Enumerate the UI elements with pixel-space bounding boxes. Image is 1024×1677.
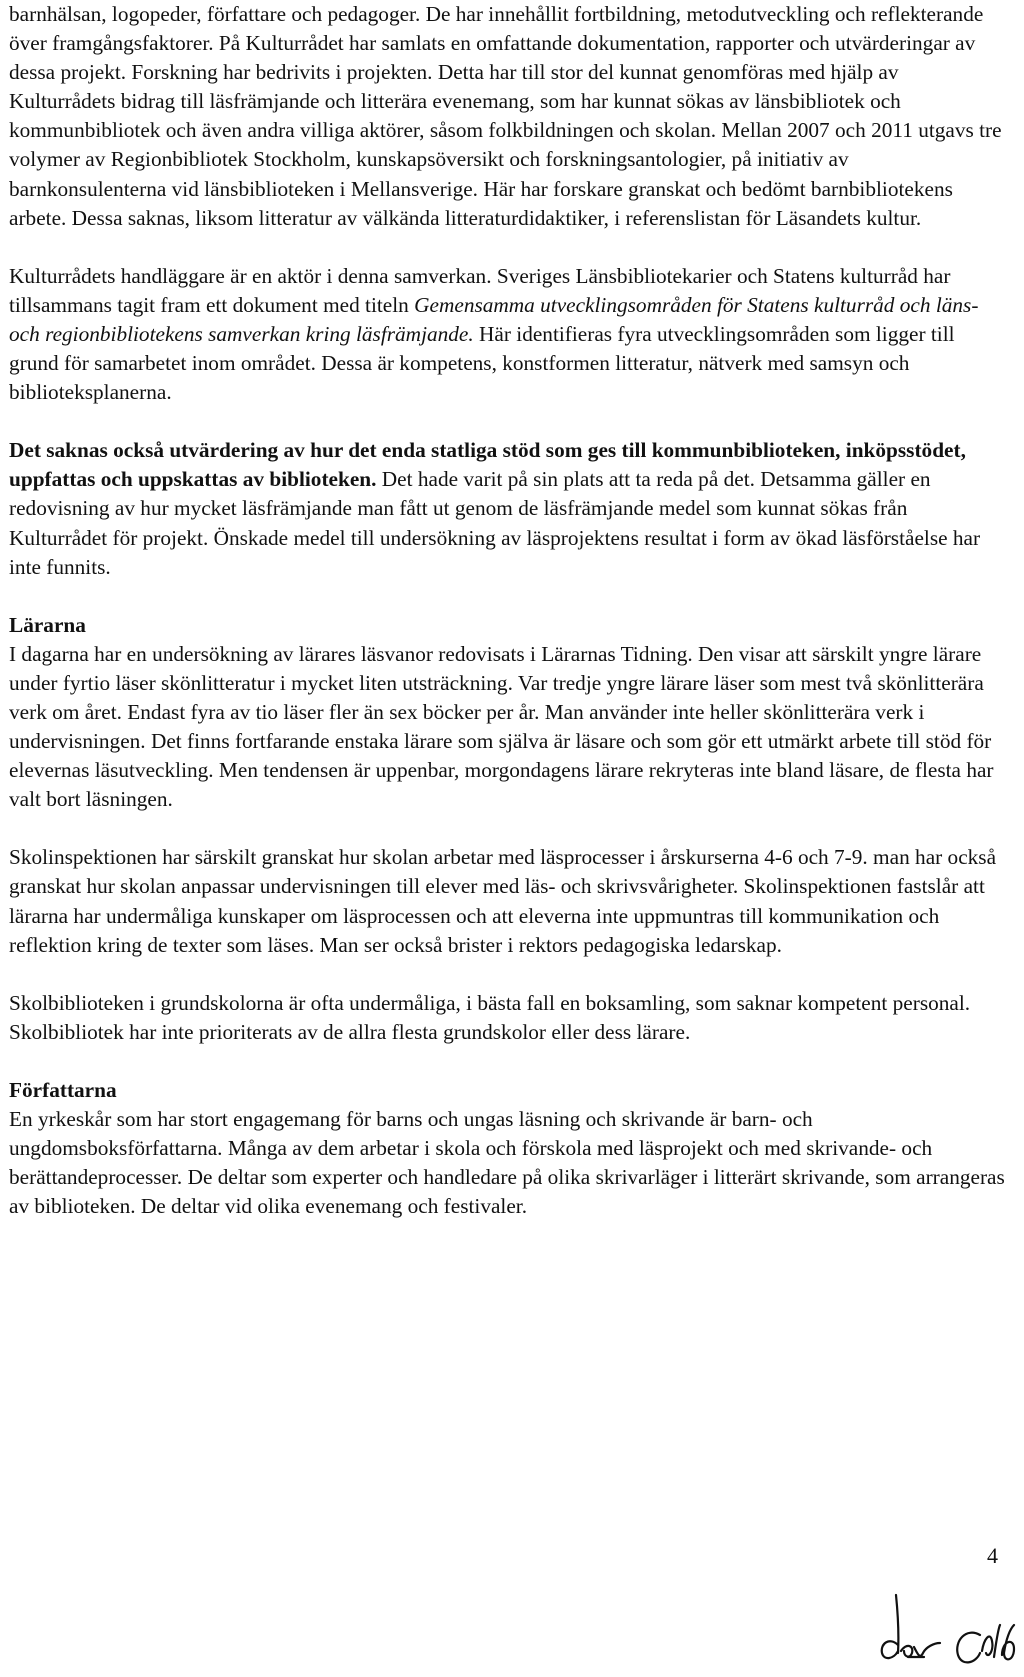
paragraph-kulturradet-text-end: Här identifieras fyra utvecklingsområden som ligger till grund för samarbetet inom området. Dessa är kompetens, konstformen litteratur, nätverk med samsyn och biblioteksplanerna.: [9, 321, 955, 405]
paragraph-intro-text: barnhälsan, logopeder, författare och pedagoger. De har innehållit fortbildning, metodutveckling och reflekterande över framgångsfaktorer. På Kulturrådet har samlats en omfattande dokumentation, rapporter och utvärderingar av dessa projekt. Forskning har bedrivits i projekten. Detta har till stor del kunnat genomföras med hjälp av Kulturrådets bidrag till läsfrämjande och litterära evenemang, som har kunnat sökas av länsbibliotek och kommunbibliotek och även andra villiga aktörer, såsom folkbildningen och skolan. Mellan 2007 och 2011 utgavs tre volymer av Regionbibliotek Stockholm, kunskapsöversikt och forskningsantologier, på initiativ av barnkonsulenterna vid länsbiblioteken i Mellansverige. Här har forskare granskat och bedömt barnbibliotekens arbete. Dessa saknas, liksom litteratur av välkända litteraturdidaktiker, i referenslistan för Läsandets kultur.: [9, 2, 1002, 230]
paragraph-utvardering: [9, 436, 1009, 581]
page-number: 4: [987, 1543, 998, 1568]
paragraph-forfattarna: [9, 1105, 1009, 1221]
paragraph-forfattarna-text: En yrkeskår som har stort engagemang för barns och ungas läsning och skrivande är barn- och ungdomsboksförfattarna. Många av dem arbetar i skola och förskola med läsprojekt och med skrivande- och berättandeprocesser. De deltar som experter och handledare på olika skrivarläger i litterärt skrivande, som arrangeras av biblioteken. De deltar vid olika evenemang och festivaler.: [9, 1107, 1005, 1219]
document-page: [9, 0, 1009, 1250]
handwritten-initials: [868, 1585, 1018, 1670]
paragraph-skolinspektionen-text: Skolinspektionen har särskilt granskat hur skolan arbetar med läsprocesser i årskurserna 4-6 och 7-9. man har också granskat hur skolan anpassar undervisningen till elever med läs- och skrivsvårigheter. Skolinspektionen fastslår att lärarna har undermåliga kunskaper om läsprocessen och att eleverna inte uppmuntras till kommunikation och reflektion kring de texter som läses. Man ser också brister i rektors pedagogiska ledarskap.: [9, 845, 997, 957]
paragraph-intro: [9, 0, 1009, 233]
paragraph-utvardering-text: Det hade varit på sin plats att ta reda på det. Detsamma gäller en redovisning av hur mycket läsfrämjande man fått ut genom de läsfrämjande medel som kunnat sökas från Kulturrådet för projekt. Önskade medel till undersökning av läsprojektens resultat i form av ökad läsförståelse har inte funnits.: [9, 467, 981, 579]
paragraph-kulturradet-text-start: Kulturrådets handläggare är en aktör i denna samverkan. Sveriges Länsbibliotekarier och Statens kulturråd har tillsammans tagit fram ett dokument med titeln: [9, 263, 951, 317]
paragraph-utvardering-bold: Det saknas också utvärdering av hur det enda statliga stöd som ges till kommunbiblioteken, inköpsstödet, uppfattas och uppskattas av biblioteken.: [9, 438, 966, 492]
paragraph-lararna-text: I dagarna har en undersökning av lärares läsvanor redovisats i Lärarnas Tidning. Den visar att särskilt yngre lärare under fyrtio läser skönlitteratur i mycket liten utsträckning. Var tredje yngre lärare läser som mest två skönlitterära verk om året. Endast fyra av tio läser fler än sex böcker per år. Man använder inte heller skönlitterära verk i undervisningen. Det finns fortfarande enstaka lärare som själva är läsare och som gör ett utmärkt arbete till stöd för elevernas läsutveckling. Men tendensen är uppenbar, morgondagens lärare rekryteras inte bland läsare, de flesta har valt bort läsningen.: [9, 641, 994, 812]
paragraph-skolbibliotek: [9, 989, 1009, 1047]
document-title-italic: Gemensamma utvecklingsområden för Statens kulturråd och läns- och regionbibliotekens samverkan kring läsfrämjande.: [9, 292, 979, 346]
section-heading-forfattarna: Författarna: [9, 1077, 117, 1102]
section-heading-lararna: Lärarna: [9, 612, 86, 637]
paragraph-skolbibliotek-text: Skolbiblioteken i grundskolorna är ofta undermåliga, i bästa fall en boksamling, som saknar kompetent personal. Skolbibliotek har inte prioriterats av de allra flesta grundskolor eller dess lärare.: [9, 990, 971, 1044]
paragraph-skolinspektionen: [9, 843, 1009, 959]
paragraph-kulturradet: [9, 262, 1009, 407]
paragraph-lararna: [9, 640, 1009, 815]
